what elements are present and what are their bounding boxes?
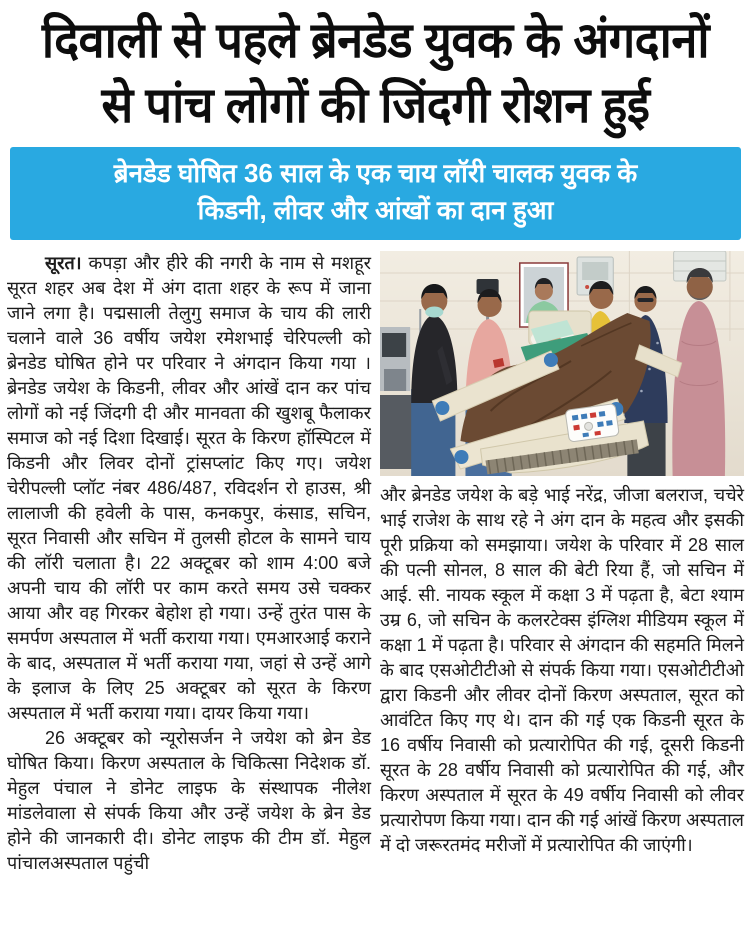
headline bbox=[0, 0, 751, 140]
article-column-left bbox=[7, 251, 371, 876]
dateline: सूरत। bbox=[45, 252, 82, 273]
article-paragraph-3: और ब्रेनडेड जयेश के बड़े भाई नरेंद्र, जीजा बलराज, चचेरे भाई राजेश के साथ रहे ने अंग दान के महत्व और इसकी पूरी प्रक्रिया को समझाया। जयेश के परिवार में 28 साल की पत्नी सोनल, 8 साल की बेटी रिया हैं, जो सचिन में आई. सी. नायक स्कूल में कक्षा 3 में पढ़ता है, बेटा श्याम उम्र 6, जो सचिन के कलरटेक्स इंग्लिश मीडियम स्कूल में कक्षा 1 में पढ़ता है। परिवार से अंगदान की सहमति मिलने के बाद एसओटीटीओ से संपर्क किया गया। एसओटीटीओ द्वारा किडनी और लीवर दोनों किरण अस्पताल, सूरत को आवंटित किए गए थे। दान की गई एक किडनी सूरत के 16 वर्षीय निवासी को प्रत्यारोपित की गई, दूसरी किडनी सूरत के 28 वर्षीय निवासी को प्रत्यारोपित की गई, और किरण अस्पताल में सूरत के 49 वर्षीय निवासी को लीवर प्रत्यारोपण किया गया। दान की गई आंखें किरण अस्पताल में दो जरूरतमंद मरीजों में प्रत्यारोपित की जाएंगी। bbox=[380, 484, 744, 855]
article-column-right bbox=[380, 251, 744, 876]
hospital-photo bbox=[380, 251, 744, 476]
headline-line1: दिवाली से पहले ब्रेनडेड युवक के अंगदानों bbox=[41, 11, 710, 68]
article-paragraph-1 bbox=[7, 251, 371, 726]
subheadline-line1: ब्रेनडेड घोषित 36 साल के एक चाय लॉरी चालक युवक के bbox=[113, 157, 638, 188]
article-paragraph-2: 26 अक्टूबर को न्यूरोसर्जन ने जयेश को ब्रेन डेड घोषित किया। किरण अस्पताल के चिकित्सा निदेशक डॉ. मेहुल पंचाल ने डोनेट लाइफ के संस्थापक नीलेश मांडलेवाला से संपर्क किया और उन्हें जयेश के ब्रेन डेड होने की जानकारी दी। डोनेट लाइफ की टीम डॉ. मेहुल पांचालअस्पताल पहुंची bbox=[7, 727, 371, 873]
article-body bbox=[0, 240, 751, 876]
subheadline-banner bbox=[10, 147, 741, 240]
bed-control-panel bbox=[565, 403, 619, 442]
hospital-photo-illustration bbox=[380, 251, 744, 476]
headline-line2: से पांच लोगों की जिंदगी रोशन हुई bbox=[101, 76, 650, 133]
glasses bbox=[637, 298, 653, 302]
subheadline-line2: किडनी, लीवर और आंखों का दान हुआ bbox=[197, 194, 554, 225]
paragraph-1-text: कपड़ा और हीरे की नगरी के नाम से मशहूर सूरत शहर अब देश में अंग दाता शहर के रूप में जाना जाने लगा है। पद्मसाली तेलुगु समाज के चाय की लारी चलाने वाले 36 वर्षीय जयेश रमेशभाई चेरिपल्ली को ब्रेनडेड घोषित होने पर परिवार ने अंगदान किया गया । ब्रेनडेड जयेश के किडनी, लीवर और आंखें दान कर पांच लोगों को नई जिंदगी दी और मानवता की खुशबू फैलाकर समाज को नई दिशा दिखाई। सूरत के किरण हॉस्पिटल में किडनी और लिवर दोनों ट्रांसप्लांट किए गए। जयेश चेरीपल्ली प्लॉट नंबर 486/487, रविदर्शन रो हाउस, श्री लालाजी की हवेली के पास, कनकपुर, कंसाड, सचिन, सूरत निवासी और सचिन में तुलसी होटल के सामने चाय की लॉरी चलाता है। 22 अक्टूबर को शाम 4:00 बजे अपनी चाय की लॉरी पर काम करते समय उसे चक्कर आया और वह गिरकर बेहोश हो गया। उन्हें तुरंत पास के समर्पण अस्पताल में भर्ती कराया गया। एमआरआई कराने के बाद, अस्पताल में भर्ती कराया गया, जहां से उन्हें आगे के इलाज के लिए 25 अक्टूबर को सूरत के किरण अस्पताल में भर्ती कराया गया। दायर किया गया। bbox=[7, 252, 371, 723]
face-mask bbox=[425, 306, 443, 317]
